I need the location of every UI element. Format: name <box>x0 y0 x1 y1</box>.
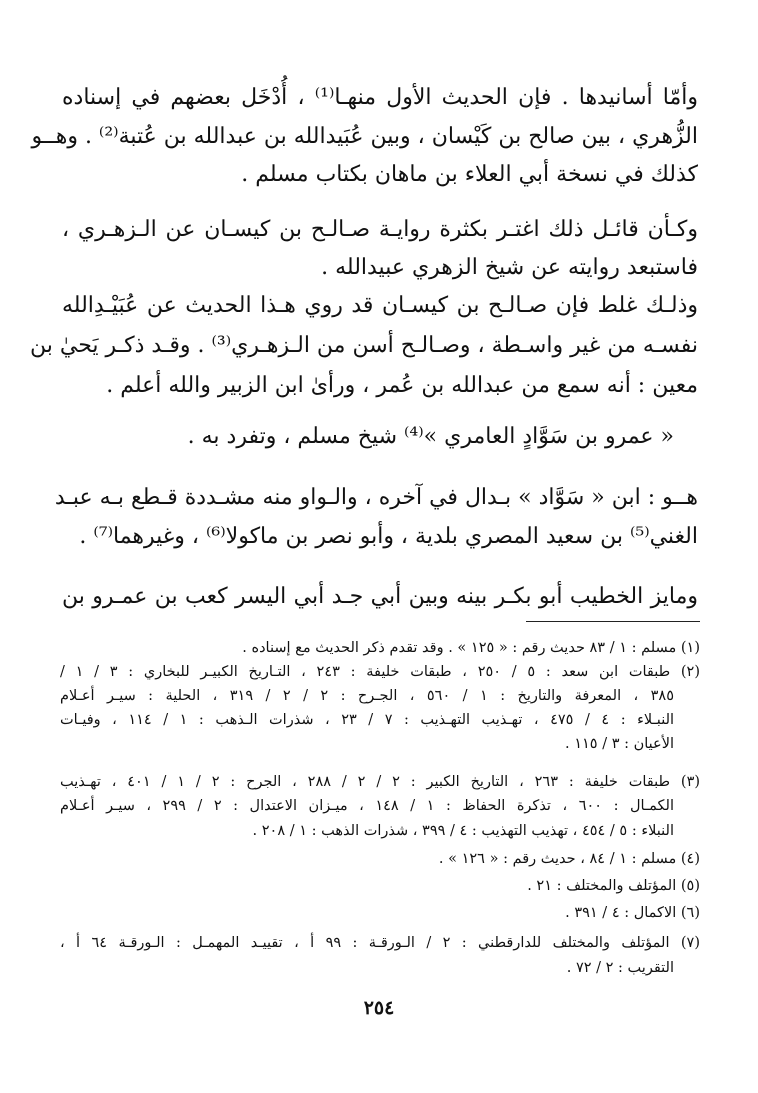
footnote-line: (٧) المؤتلف والمختلف للدارقطني : ٢ / الـورقـة : ٩٩ أ ، تقييـد المهمـل : الـورقـة ٦٤ أ ، <box>60 935 700 951</box>
footnote-line: التقريب : ٢ / ٧٢ . <box>566 960 674 976</box>
footnote-line: النبـلاء : ٤ / ٤٧٥ ، تهـذيب التهـذيب : ٧ / ٢٣ ، شذرات الـذهب : ١ / ١١٤ ، وفيـات <box>60 712 675 728</box>
footnote-line: الأعيان : ٣ / ١١٥ . <box>565 736 674 752</box>
footnote-line: (٢) طبقات ابن سعد : ٥ / ٢٥٠ ، طبقات خليفة : ٢٤٣ ، التـاريخ الكبيـر للبخاري : ٣ / ١ / <box>60 664 701 680</box>
footnote-line: (٥) المؤتلف والمختلف : ٢١ . <box>527 878 700 894</box>
footnote-line: النبلاء : ٥ / ٤٥٤ ، تهذيب التهذيب : ٤ / ٣٩٩ ، شذرات الذهب : ١ / ٢٠٨ . <box>252 823 674 839</box>
footnote-line: ٣٨٥ ، المعرفة والتاريخ : ١ / ٥٦٠ ، الجـرح : ٢ / ٢ / ٣١٩ ، الحلية : سيـر أعـلام <box>60 688 674 704</box>
body-line: فاستبعد روايته عن شيخ الزهري عبيدالله . <box>321 255 698 280</box>
page-number: ٢٥٤ <box>363 997 395 1019</box>
body-line: كذلك في نسخة أبي العلاء بن ماهان بكتاب مسلم . <box>241 162 698 187</box>
body-line: وكـأن قائـل ذلك اغتـر بكثرة روايـة صـالـح بن كيسـان عن الـزهـري ، <box>62 217 698 242</box>
body-line: نفسـه من غير واسـطة ، وصـالـح أسن من الـزهـري⁽³⁾ . وقـد ذكـر يَحيٰ بن <box>30 333 698 358</box>
footnote-line: الكمـال : ٦٠٠ ، تذكرة الحفاظ : ١ / ١٤٨ ، ميـزان الاعتدال : ٢ / ٢٩٩ ، سيـر أعـلام <box>60 798 675 814</box>
footnote-line: (٦) الاكمال : ٤ / ٣٩١ . <box>565 905 700 921</box>
body-line: هــو : ابن « سَوَّاد » بـدال في آخره ، والـواو منه مشـددة قـطع بـه عبـد <box>54 485 698 510</box>
body-line: معين : أنه سمع من عبدالله بن عُمر ، ورأىٰ ابن الزبير والله أعلم . <box>106 373 698 398</box>
footnote-line: (٣) طبقات خليفة : ٢٦٣ ، التاريخ الكبير : ٢ / ٢ / ٢٨٨ ، الجرح : ٢ / ١ / ٤٠١ ، تهـذيب <box>60 774 701 790</box>
body-line: « عمرو بن سَوَّادٍ العامري »⁽⁴⁾ شيخ مسلم ، وتفرد به . <box>187 424 674 449</box>
footnote-line: (٤) مسلم : ١ / ٨٤ ، حديث رقم : « ١٢٦ » . <box>438 851 700 867</box>
body-line: ومايز الخطيب أبو بكـر بينه وبين أبي جـد أبي اليسر كعب بن عمـرو بن <box>62 584 698 609</box>
body-line: وذلـك غلط فإن صـالـح بن كيسـان قد روي هـذا الحديث عن عُبَيْـدِالله <box>62 293 698 318</box>
body-line: وأمّا أسانيدها . فإن الحديث الأول منهـا⁽¹⁾ ، أُدْخَل بعضهم في إسناده <box>62 85 698 110</box>
body-line: الزُّهري ، بين صالح بن كَيْسان ، وبين عُبَيدالله بن عبدالله بن عُتبة⁽²⁾ . وهــو <box>31 124 698 149</box>
body-line: الغني⁽⁵⁾ بن سعيد المصري بلدية ، وأبو نصر بن ماكولا⁽⁶⁾ ، وغيرهما⁽⁷⁾ . <box>79 524 698 549</box>
footnote-separator <box>526 621 700 622</box>
footnote-line: (١) مسلم : ١ / ٨٣ حديث رقم : « ١٢٥ » . وقد تقدم ذكر الحديث مع إسناده . <box>242 640 700 656</box>
